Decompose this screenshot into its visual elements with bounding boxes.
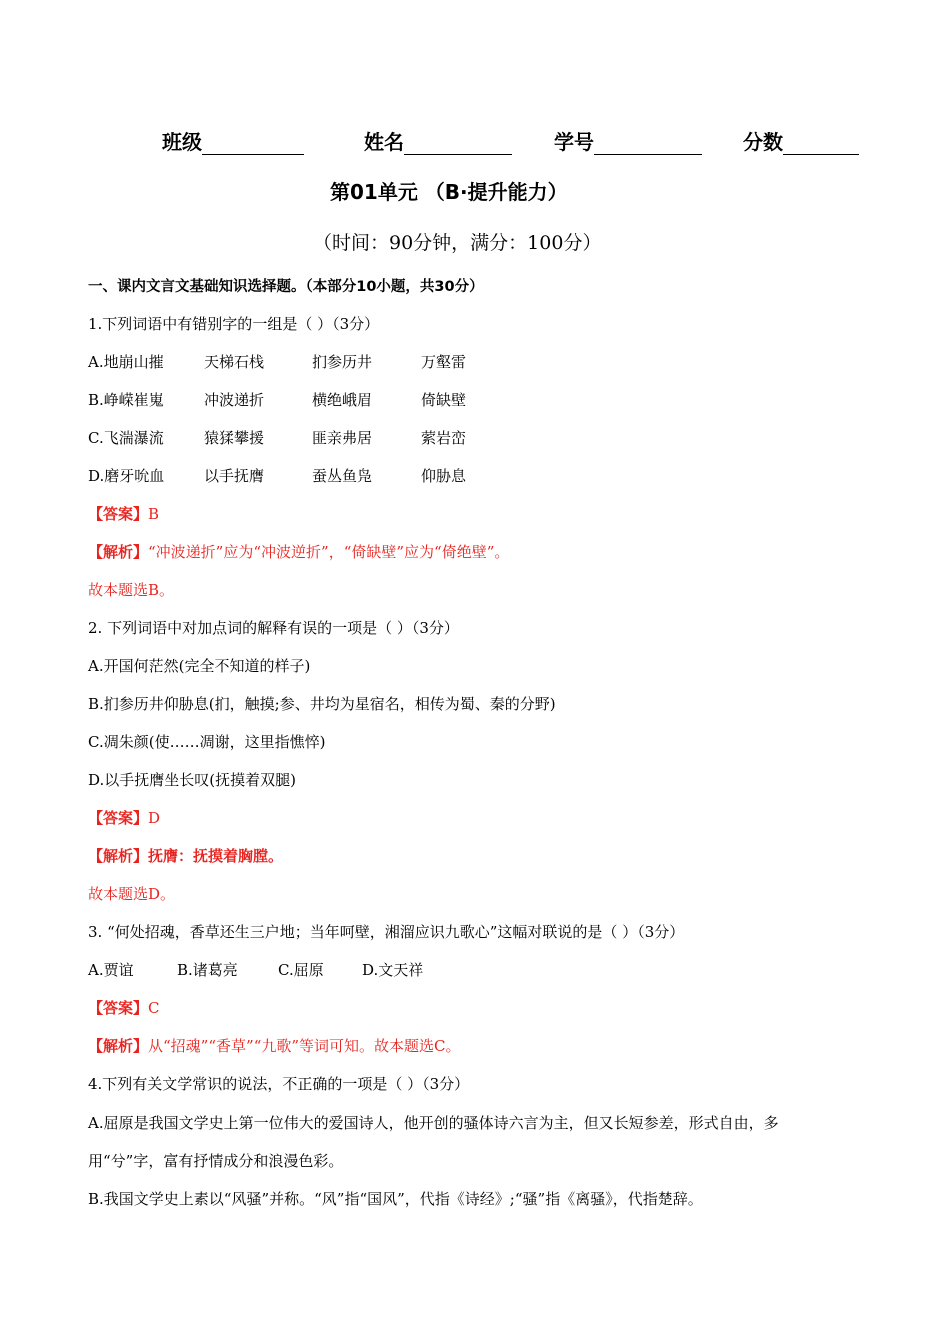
q4-option-a-line2: 用“兮”字，富有抒情成分和浪漫色彩。 (88, 1152, 344, 1170)
q2-answer-value: D (148, 809, 161, 827)
q1-answer-tag: 【答案】 (88, 505, 149, 523)
q1-c-1: C.飞湍瀑流 (88, 429, 164, 447)
q1-a-4: 万壑雷 (421, 353, 467, 371)
student-id-blank[interactable] (594, 136, 702, 155)
q1-b-3: 横绝峨眉 (312, 391, 373, 409)
q1-analysis-text: “冲波递折”应为“冲波逆折”，“倚缺壁”应为“倚绝壁”。 (148, 543, 510, 561)
q2-answer (88, 807, 160, 828)
page-subtitle: （时间：90分钟，满分：100分） (313, 232, 602, 254)
q3-stem: 3. “何处招魂，香草还生三户地；当年呵壁，湘溜应识九歌心”这幅对联说的是（ ）（3分） (88, 923, 685, 941)
page-title: 第01单元 （B·提升能力） (330, 180, 568, 204)
name-field (364, 126, 512, 155)
q1-c-4: 萦岩峦 (421, 429, 467, 447)
q3-option-d: D.文天祥 (362, 961, 424, 979)
q4-option-b: B.我国文学史上素以“风骚”并称。“风”指“国风”，代指《诗经》;“骚”指《离骚》，代指楚辞。 (88, 1190, 703, 1208)
q1-b-1: B.峥嵘崔嵬 (88, 391, 164, 409)
q1-answer (88, 503, 159, 524)
q1-c-2: 猿猱攀援 (204, 429, 265, 447)
q1-stem: 1.下列词语中有错别字的一组是（ ）（3分） (88, 315, 380, 333)
q3-option-c: C.屈原 (278, 961, 324, 979)
section-heading: 一、课内文言文基础知识选择题。（本部分10小题，共30分） (88, 279, 484, 295)
q1-d-4: 仰胁息 (421, 467, 467, 485)
q1-b-4: 倚缺壁 (421, 391, 467, 409)
q2-analysis-tag: 【解析】 (88, 847, 149, 865)
q1-d-1: D.磨牙吮血 (88, 467, 165, 485)
q2-analysis (88, 845, 283, 866)
q1-a-1: A.地崩山摧 (88, 353, 164, 371)
q1-a-2: 天梯石栈 (204, 353, 265, 371)
q3-analysis-tag: 【解析】 (88, 1037, 149, 1055)
q2-option-b: B.扪参历井仰胁息(扪，触摸;参、井均为星宿名，相传为蜀、秦的分野) (88, 695, 556, 713)
q2-answer-tag: 【答案】 (88, 809, 149, 827)
score-blank[interactable] (783, 136, 859, 155)
class-field (162, 126, 304, 155)
q3-option-b: B.诸葛亮 (177, 961, 238, 979)
q4-option-a-line1: A.屈原是我国文学史上第一位伟大的爱国诗人，他开创的骚体诗六言为主，但又长短参差，形式自由，多 (88, 1114, 779, 1132)
q4-stem: 4.下列有关文学常识的说法，不正确的一项是（ ）（3分） (88, 1075, 470, 1093)
q2-stem: 2. 下列词语中对加点词的解释有误的一项是（ ）（3分） (88, 619, 459, 637)
q1-analysis-tag: 【解析】 (88, 543, 149, 561)
q1-d-2: 以手抚膺 (204, 467, 265, 485)
q1-answer-value: B (148, 505, 160, 523)
q3-analysis (88, 1035, 461, 1056)
class-label: 班级 (162, 130, 202, 154)
q3-option-a: A.贾谊 (88, 961, 134, 979)
q3-answer (88, 997, 160, 1018)
q1-b-2: 冲波递折 (204, 391, 265, 409)
name-blank[interactable] (404, 136, 512, 155)
class-blank[interactable] (202, 136, 304, 155)
q1-a-3: 扪参历井 (312, 353, 373, 371)
student-id-field (554, 126, 702, 155)
q2-analysis-text: 抚膺：抚摸着胸膛。 (148, 847, 284, 865)
q2-option-a: A.开国何茫然(完全不知道的样子) (88, 657, 311, 675)
q3-analysis-text: 从“招魂”“香草”“九歌”等词可知。故本题选C。 (148, 1037, 461, 1055)
q3-answer-value: C (148, 999, 160, 1017)
q2-option-c: C.凋朱颜(使……凋谢，这里指憔悴) (88, 733, 326, 751)
q2-conclusion: 故本题选D。 (88, 885, 176, 903)
q3-answer-tag: 【答案】 (88, 999, 149, 1017)
name-label: 姓名 (364, 130, 404, 154)
q1-conclusion: 故本题选B。 (88, 581, 175, 599)
q2-option-d: D.以手抚膺坐长叹(抚摸着双腿) (88, 771, 296, 789)
student-id-label: 学号 (554, 130, 594, 154)
q1-d-3: 蚕丛鱼凫 (312, 467, 373, 485)
score-label: 分数 (743, 130, 783, 154)
score-field (743, 126, 859, 155)
q1-c-3: 匪亲弗居 (312, 429, 373, 447)
q1-analysis (88, 541, 509, 562)
